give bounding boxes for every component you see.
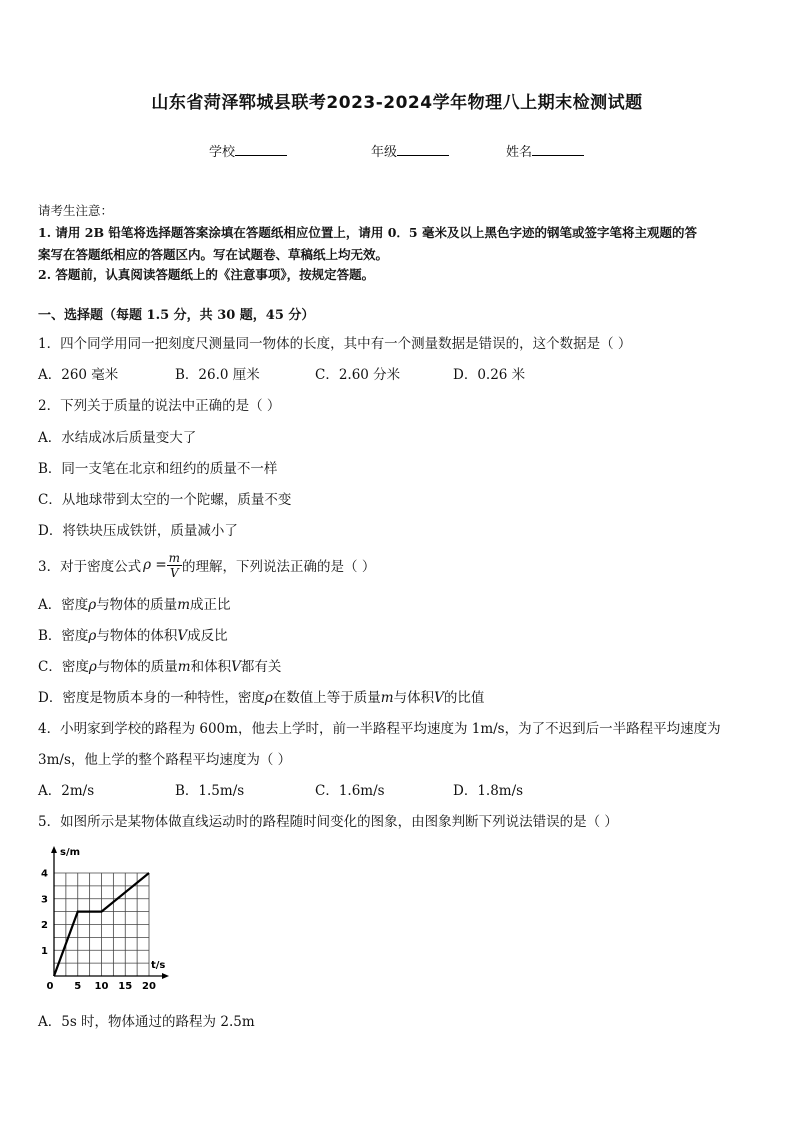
question-3-option-a[interactable] (38, 593, 231, 613)
question-1-option-c[interactable]: C．2.60 分米 (315, 367, 401, 383)
distance-time-graph (30, 838, 190, 998)
school-label: 学校 (209, 145, 236, 160)
page-title: 山东省菏泽郓城县联考2023-2024学年物理八上期末检测试题 (151, 93, 643, 113)
mass-symbol: m (177, 659, 191, 675)
y-axis-label: s/m (60, 847, 81, 858)
question-2-option-d[interactable]: D．将铁块压成铁饼，质量减小了 (38, 523, 238, 539)
rho-symbol: ρ (88, 597, 97, 613)
question-4-option-a[interactable]: A．2m/s (38, 783, 95, 799)
option-text: 在数值上等于质量 (272, 690, 381, 706)
question-3-option-b[interactable] (38, 624, 228, 644)
option-text: 成正比 (190, 597, 231, 613)
option-text: 的比值 (443, 690, 485, 706)
question-4-option-b[interactable]: B．1.5m/s (175, 783, 245, 799)
school-blank[interactable] (235, 141, 287, 156)
x-tick-label: 10 (94, 981, 109, 992)
question-2-option-b[interactable]: B．同一支笔在北京和纽约的质量不一样 (38, 461, 278, 477)
volume-symbol: V (177, 628, 188, 644)
y-tick-label: 1 (41, 945, 48, 957)
question-3-stem-pre: 3．对于密度公式 (38, 559, 142, 575)
option-text: B．密度 (38, 628, 89, 644)
option-text: 与物体的质量 (96, 597, 178, 613)
y-axis-arrow (51, 846, 57, 853)
density-formula-lhs: ρ = (143, 557, 167, 573)
question-5-option-a[interactable]: A．5s 时，物体通过的路程为 2.5m (38, 1014, 255, 1030)
x-tick-label: 15 (118, 981, 133, 992)
rho-symbol: ρ (88, 659, 97, 675)
option-text: 和体积 (190, 659, 232, 675)
option-text: 成反比 (187, 628, 228, 644)
question-2-option-c[interactable]: C．从地球带到太空的一个陀螺，质量不变 (38, 492, 292, 508)
density-formula-fraction (167, 551, 182, 580)
rho-symbol: ρ (88, 628, 97, 644)
question-4-option-d[interactable]: D．1.8m/s (453, 783, 524, 799)
notice-item-1-line-2: 案写在答题纸相应的答题区内。写在试题卷、草稿纸上均无效。 (38, 247, 389, 262)
y-tick-label: 2 (41, 920, 48, 931)
y-tick-label: 3 (41, 894, 48, 906)
notice-heading: 请考生注意： (38, 203, 114, 218)
name-label: 姓名 (506, 145, 533, 160)
x-tick-label: 0 (46, 981, 54, 992)
option-text: 与物体的体积 (96, 628, 178, 644)
option-text: C．密度 (38, 659, 89, 675)
question-5-stem: 5．如图所示是某物体做直线运动时的路程随时间变化的图象，由图象判断下列说法错误的是（ ） (38, 814, 618, 830)
volume-symbol: V (434, 690, 444, 706)
name-blank[interactable] (532, 141, 584, 156)
option-text: 与物体的质量 (96, 659, 178, 675)
grade-blank[interactable] (397, 141, 449, 156)
grade-label: 年级 (371, 145, 398, 160)
y-tick-label: 4 (41, 868, 48, 880)
mass-symbol: m (380, 690, 394, 706)
option-text: D．密度是物质本身的一种特性，密度 (38, 690, 265, 706)
section-heading: 一、选择题（每题 1.5 分，共 30 题，45 分） (38, 308, 315, 323)
question-3-stem (38, 548, 375, 582)
grade-field (371, 141, 449, 160)
mass-symbol: m (177, 597, 190, 613)
option-text: 都有关 (240, 659, 282, 675)
question-2-stem: 2．下列关于质量的说法中正确的是（ ） (38, 398, 281, 414)
formula-denominator: V (170, 565, 179, 580)
question-2-option-a[interactable]: A．水结成冰后质量变大了 (38, 430, 197, 446)
question-4-option-c[interactable]: C．1.6m/s (315, 783, 385, 799)
question-4-stem-line-1: 4．小明家到学校的路程为 600m，他去上学时，前一半路程平均速度为 1m/s，为了不迟到后一半路程平均速度为 (38, 721, 721, 737)
volume-symbol: V (231, 659, 241, 675)
x-axis-label: t/s (151, 960, 166, 971)
notice-item-2: 2. 答题前，认真阅读答题纸上的《注意事项》，按规定答题。 (38, 267, 375, 282)
question-1-stem: 1．四个同学用同一把刻度尺测量同一物体的长度，其中有一个测量数据是错误的，这个数据是（ ） (38, 336, 632, 352)
x-tick-label: 5 (74, 981, 82, 992)
x-axis-arrow (162, 973, 169, 979)
question-3-option-c[interactable] (38, 655, 281, 675)
notice-item-1-line-1: 1. 请用 2B 铅笔将选择题答案涂填在答题纸相应位置上，请用 0．5 毫米及以上黑色字迹的钢笔或签字笔将主观题的答 (38, 225, 697, 240)
question-4-stem-line-2: 3m/s，他上学的整个路程平均速度为（ ） (38, 752, 292, 768)
question-1-option-a[interactable]: A．260 毫米 (38, 367, 119, 383)
formula-numerator: m (168, 550, 181, 565)
question-1-option-d[interactable]: D．0.26 米 (453, 367, 526, 383)
question-1-option-b[interactable]: B．26.0 厘米 (175, 367, 260, 383)
x-tick-label: 20 (142, 981, 156, 992)
name-field (506, 141, 584, 160)
school-field (209, 141, 287, 160)
question-3-stem-post: 的理解，下列说法正确的是（ ） (182, 559, 376, 575)
option-text: A．密度 (38, 597, 89, 613)
question-3-option-d[interactable] (38, 686, 484, 706)
option-text: 与体积 (393, 690, 435, 706)
rho-symbol: ρ (264, 690, 273, 706)
